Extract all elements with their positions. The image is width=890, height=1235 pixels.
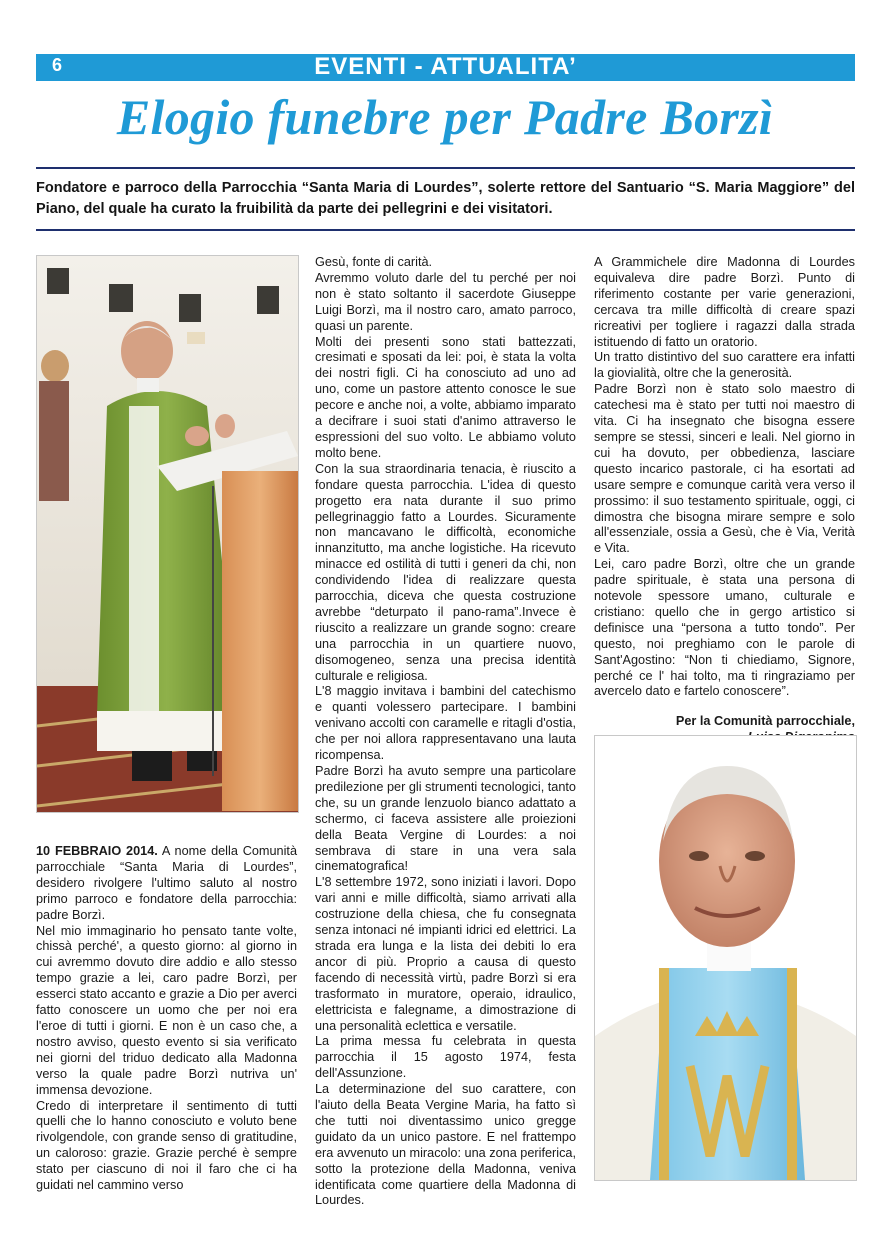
priest-portrait-illustration	[595, 736, 856, 1180]
paragraph: La prima messa fu celebrata in questa parrocchia il 15 agosto 1974, festa dell'Assunzione.	[315, 1034, 576, 1081]
top-rule	[36, 167, 855, 169]
paragraph: Credo di interpretare il sentimento di tutti quelli che lo hanno conosciuto e voluto bene rivolgendole, con grande senso di gratitudine, un caloroso: grazie. Grazie perché è sempre stato per ciascuno di noi il faro che ci ha guidati nel cammino verso	[36, 1098, 297, 1193]
paragraph-text: A nome della Comunità parrocchiale “Santa Maria di Lourdes”, desidero rivolgere l'ultimo saluto al nostro primo parroco e fondatore della parrocchia: padre Borzì.	[36, 844, 298, 922]
paragraph: La determinazione del suo carattere, con l'aiuto della Beata Vergine Maria, ha fatto sì che tutti noi diventassimo unico gregge guidato da un unico pastore. E nel frattempo era avvenuto un miracolo: una zona periferica, sotto la protezione della Madonna, veniva identificata come quartiere della Madonna di Lourdes.	[315, 1082, 576, 1208]
paragraph: Con la sua straordinaria tenacia, è riuscito a fondare questa parrocchia. L'idea di questo progetto era nata durante il suo primo pellegrinaggio fatto a Lourdes. Sicuramente non mancavano le difficoltà, economiche innanzitutto, ma anche logistiche. Ha ricevuto minacce ed ostilità di tutti i generi da chi, non condividendo l'idea di realizzare questa parrocchia, diceva che questa costruzione avrebbe “deturpato il pano-rama”.Invece è riuscito a realizzare un grande sogno: creare una parrocchia in un quartiere nuovo, disomogeneo, senza una precisa identità culturale e religiosa.	[315, 461, 576, 683]
paragraph: Nel mio immaginario ho pensato tante volte, chissà perché', a questo giorno: al giorno in cui avremmo dovuto dire addio e allo stesso tempo grazie a lei, caro padre Borzì, per esserci stato accanto e grazie a Dio per averci fatto conoscere un uomo che per noi era l'eroe di tutti i giorni. E non è un caso che, a nostro avviso, questo evento si sia verificato nei giorni del triduo dedicato alla Madonna verso la quale padre Borzì nutriva un' immensa devozione.	[36, 923, 297, 1097]
paragraph: A Grammichele dire Madonna di Lourdes equivaleva dire padre Borzì. Punto di riferimento costante per varie generazioni, cercava tra mille difficoltà di creare spazi ricreativi per togliere i ragazzi dalla strada istituendo di fatto un oratorio.	[594, 255, 855, 349]
page-number: 6	[52, 55, 63, 75]
article-date: 10 FEBBRAIO 2014.	[36, 844, 158, 858]
paragraph: L'8 maggio invitava i bambini del catechismo e quanti volessero partecipare. I bambini venivano accolti con caramelle e ritagli d'ostia, che per noi allora rappresentavano una lauta ricompensa.	[315, 684, 576, 763]
article-subtitle: Fondatore e parroco della Parrocchia “Santa Maria di Lourdes”, solerte rettore del Santuario “S. Maria Maggiore” del Piano, del quale ha curato la fruibilità da parte dei pellegrini e dei visitatori.	[36, 180, 855, 217]
priest-portrait-photo	[594, 735, 857, 1181]
section-title: EVENTI - ATTUALITA’	[314, 53, 577, 80]
paragraph: Un tratto distintivo del suo carattere era infatti la giovialità, oltre che la generosità.	[594, 350, 855, 381]
signature-community: Per la Comunità parrocchiale,	[675, 714, 855, 729]
paragraph: Molti dei presenti sono stati battezzati, cresimati e sposati da lei: poi, è stata la volta dei nostri figli. Ci ha conosciuto ad uno ad uno, come un pastore attento conosce le sue pecore e anche noi, a volte, abbiamo imparato a decifrare i suoi stati d'animo attraverso le espressioni del suo volto. Le abbiamo voluto molto bene.	[315, 334, 576, 460]
paragraph: Gesù, fonte di carità.	[315, 255, 433, 269]
paragraph: L'8 settembre 1972, sono iniziati i lavori. Dopo vari anni e mille difficoltà, siamo arrivati alla costruzione della chiesa, che fu consegnata senza intonaci né impianti idrici ed elettrici. La strada era lunga e la lista dei debiti lo era ancor di più. Proprio a causa di questo facendo di necessità virtù, padre Borzì si era trasformato in muratore, operaio, idraulico, elettricista e falegname, a dimostrazione di una personalità eclettica e versatile.	[315, 875, 576, 1033]
paragraph: Avremmo voluto darle del tu perché per noi non è stato soltanto il sacerdote Giuseppe Luigi Borzì, ma il nostro caro, amato parroco, quasi un parente.	[315, 270, 576, 333]
paragraph: Padre Borzì ha avuto sempre una particolare predilezione per gli strumenti tecnologici, tanto che, su un grande lenzuolo bianco adattato a schermo, ci faceva assistere alle proiezioni della Beata Vergine di Lourdes: a noi sembrava di stare in una vera sala cinematografica!	[315, 764, 576, 874]
article-title: Elogio funebre per Padre Borzì	[116, 89, 774, 145]
signature-line	[594, 714, 855, 730]
column-3	[594, 255, 855, 746]
column-2	[315, 255, 576, 1209]
priest-at-lectern-photo	[36, 255, 299, 813]
subtitle-rule	[36, 229, 855, 231]
priest-at-lectern-illustration	[37, 256, 298, 812]
paragraph: Lei, caro padre Borzì, oltre che un grande padre spirituale, è stata una persona di notevole spessore umano, culturale e cristiano: quello che in gergo artistico si definisce una “persona a tutto tondo”. Per questo, noi preghiamo con le parole di Sant'Agostino: “Non ti chiediamo, Signore, perché ce l' hai tolto, ma ti ringraziamo per avercelo dato e fartelo conoscere”.	[594, 557, 855, 699]
column-1	[36, 844, 297, 1194]
paragraph: Padre Borzì non è stato solo maestro di catechesi ma è stato per tutti noi maestro di vita. Ci ha insegnato che bisogna essere sempre se stessi, sinceri e leali. Nel giorno in cui ha dovuto, per obbedienza, lasciare questo incarico pastorale, ci ha esortati ad usare sempre e comunque carità vera verso il prossimo: il suo testamento spirituale, oggi, ci dimostra che bisogna mirare sempre e solo all'essenziale, ossia a Gesù, che è Via, Verità e Vita.	[594, 382, 855, 556]
paragraph	[36, 844, 297, 924]
